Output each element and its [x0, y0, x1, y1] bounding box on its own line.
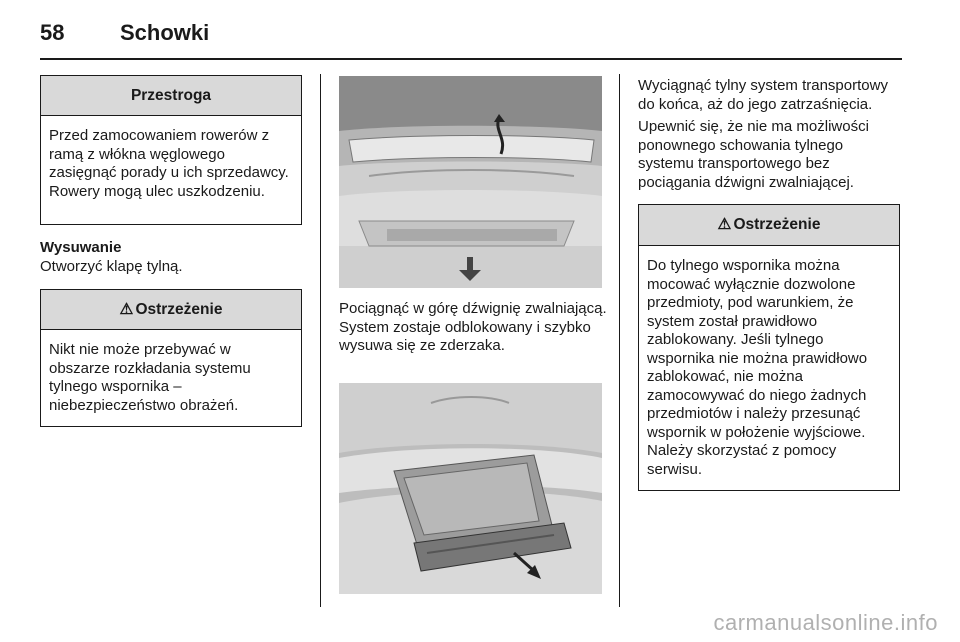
column-divider-2	[619, 74, 620, 607]
warning-box-right-title	[639, 205, 899, 246]
warning-box-right-body: Do tylnego wspornika można mocować wyłącznie dozwolone przedmioty, pod warunkiem, że system został prawidłowo zablokowany. Jeśli tylnego wspornika nie można prawidłowo zablokować, nie można zamocowywać do niego żadnych przedmiotów i należy przesunąć wspornik w położenie wyjściowe. Należy skorzystać z pomocy serwisu.	[647, 257, 868, 478]
warning-triangle-icon: ⚠	[119, 301, 134, 318]
subheading: Wysuwanie	[40, 239, 122, 256]
right-column	[638, 77, 900, 491]
warning-box-right	[638, 204, 900, 491]
warning-box-left-title	[41, 290, 301, 330]
warning-title-text: Ostrzeżenie	[733, 216, 821, 233]
figure-carrier-extended	[339, 383, 602, 594]
header-rule	[40, 58, 902, 60]
middle-caption: Pociągnąć w górę dźwignię zwalniającą. System zostaje odblokowany i szybko wysuwa się ze zderzaka.	[339, 300, 607, 354]
caution-box-body: Przed zamocowaniem rowerów z ramą z włókna węglowego zasięgnąć porady u ich sprzedawcy. Rowery mogą ulec uszkodzeniu.	[49, 127, 289, 200]
column-divider-1	[320, 74, 321, 607]
page-header	[40, 20, 209, 46]
figure-release-lever	[339, 76, 602, 288]
caution-box	[40, 75, 302, 225]
watermark: carmanualsonline.info	[713, 610, 938, 635]
left-column	[40, 75, 302, 427]
warning-box-left	[40, 289, 302, 427]
warning-title-text: Ostrzeżenie	[135, 301, 223, 318]
caution-box-title: Przestroga	[41, 76, 301, 116]
section-title: Schowki	[120, 20, 210, 45]
intro-text: Otworzyć klapę tylną.	[40, 257, 183, 275]
right-para-2: Upewnić się, że nie ma możliwości ponownego schowania tylnego systemu transportowego bez pociągania dźwigni zwalniającej.	[638, 118, 869, 191]
right-para-1: Wyciągnąć tylny system transportowy do końca, aż do jego zatrzaśnięcia.	[638, 77, 888, 113]
warning-box-left-body: Nikt nie może przebywać w obszarze rozkładania systemu tylnego wspornika – niebezpieczeństwo obrażeń.	[49, 341, 251, 414]
warning-triangle-icon: ⚠	[717, 216, 732, 233]
page-number: 58	[40, 20, 65, 45]
